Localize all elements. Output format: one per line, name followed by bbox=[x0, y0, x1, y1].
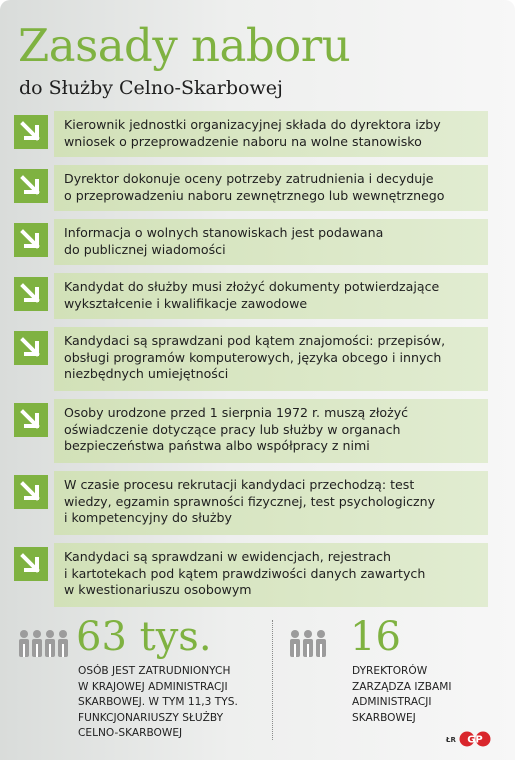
page-title: Zasady naboru bbox=[18, 19, 351, 72]
rule-item bbox=[14, 327, 488, 391]
arrow-down-right-icon bbox=[14, 331, 48, 365]
people-group-icon bbox=[14, 628, 74, 664]
rule-text: Kandydat do służby musi złożyć dokumenty potwierdzające wykształcenie i kwalifikacje zawodowe bbox=[64, 279, 440, 311]
rule-item bbox=[14, 165, 488, 211]
rule-text: Kandydaci są sprawdzani w ewidencjach, rejestrach i kartotekach pod kątem prawdziwości danych zawartych w kwestionariuszu osobowym bbox=[64, 549, 426, 597]
rule-text: Kandydaci są sprawdzani pod kątem znajomości: przepisów, obsługi programów komputerowych, języka obcego i innych niezbędnych umiejętności bbox=[64, 333, 446, 381]
rule-text: Osoby urodzone przed 1 sierpnia 1972 r. muszą złożyć oświadczenie dotyczące pracy lub służby w organach bezpieczeństwa państwa albo współpracy z nimi bbox=[64, 405, 409, 453]
rule-item bbox=[14, 543, 488, 607]
rule-item bbox=[14, 399, 488, 463]
directors-description: DYREKTORÓW ZARZĄDZA IZBAMI ADMINISTRACJI SKARBOWEJ bbox=[352, 665, 452, 724]
rule-text: W czasie procesu rekrutacji kandydaci przechodzą: test wiedzy, egzamin sprawności fizycznej, test psychologiczny i kompetencyjny do służby bbox=[64, 477, 436, 525]
rule-item bbox=[14, 111, 488, 157]
rule-text: Dyrektor dokonuje oceny potrzeby zatrudnienia i decyduje o przeprowadzeniu naboru zewnętrznego lub wewnętrznego bbox=[64, 171, 445, 203]
rule-text: Informacja o wolnych stanowiskach jest podawana do publicznej wiadomości bbox=[64, 225, 384, 257]
arrow-down-right-icon bbox=[14, 475, 48, 509]
gp-logo-icon bbox=[459, 731, 493, 747]
author-credit: ŁR bbox=[446, 736, 456, 744]
arrow-down-right-icon bbox=[14, 277, 48, 311]
arrow-down-right-icon bbox=[14, 223, 48, 257]
directors-count: 16 bbox=[350, 614, 401, 660]
arrow-down-right-icon bbox=[14, 403, 48, 437]
rule-item bbox=[14, 219, 488, 265]
arrow-down-right-icon bbox=[14, 169, 48, 203]
arrow-down-right-icon bbox=[14, 547, 48, 581]
rule-item bbox=[14, 471, 488, 535]
people-group-icon bbox=[286, 628, 336, 664]
employees-count: 63 tys. bbox=[76, 614, 212, 660]
arrow-down-right-icon bbox=[14, 115, 48, 149]
employees-description: OSÓB JEST ZATRUDNIONYCH W KRAJOWEJ ADMINISTRACJI SKARBOWEJ. W TYM 11,3 TYS. FUNKCJONARIUSZY SŁUŻBY CELNO-SKARBOWEJ bbox=[78, 665, 238, 739]
page-subtitle: do Służby Celno-Skarbowej bbox=[19, 77, 283, 99]
logo-text: GP bbox=[467, 734, 483, 746]
rule-item bbox=[14, 273, 488, 319]
stats-divider bbox=[272, 620, 273, 740]
rule-text: Kierownik jednostki organizacyjnej składa do dyrektora izby wniosek o przeprowadzenie naboru na wolne stanowisko bbox=[64, 117, 441, 149]
